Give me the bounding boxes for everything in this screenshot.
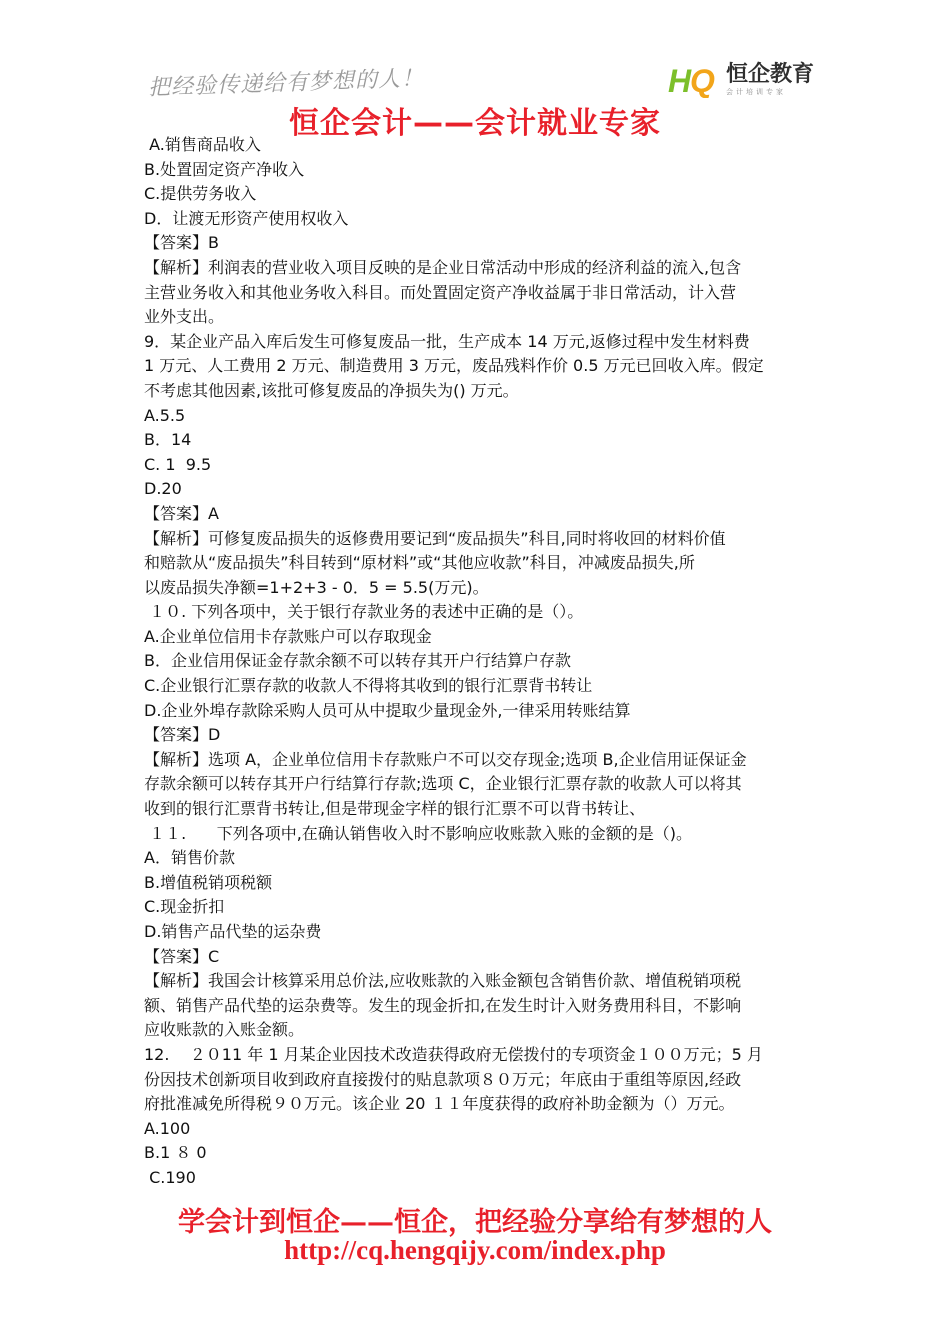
text-line: 【答案】B — [144, 233, 219, 253]
text-line: 【解析】选项 A，企业单位信用卡存款账户不可以交存现金;选项 B,企业信用证保证金 — [144, 749, 747, 769]
text-line: A．销售价款 — [144, 848, 235, 868]
text-line: 存款余额可以转存其开户行结算行存款;选项 C，企业银行汇票存款的收款人可以将其 — [144, 774, 742, 794]
text-line: 府批准减免所得税９０万元。该企业 20 １１年度获得的政府补助金额为（）万元。 — [144, 1094, 735, 1114]
text-line: 应收账款的入账金额。 — [144, 1020, 305, 1040]
text-line: C.现金折扣 — [144, 897, 225, 917]
text-line: A.企业单位信用卡存款账户可以存取现金 — [144, 626, 432, 646]
handwritten-slogan: 把经验传递给有梦想的人！ — [147, 66, 425, 101]
text-line: A.5.5 — [144, 405, 186, 425]
svg-text:H: H — [668, 63, 692, 98]
text-line: 收到的银行汇票背书转让,但是带现金字样的银行汇票不可以背书转让、 — [144, 799, 646, 819]
text-line: 9．某企业产品入库后发生可修复废品一批，生产成本 14 万元,返修过程中发生材料费 — [144, 331, 750, 351]
text-line: C. 1 9.5 — [144, 454, 212, 474]
text-line: C.190 — [144, 1167, 196, 1187]
text-line: 不考虑其他因素,该批可修复废品的净损失为() 万元。 — [144, 380, 519, 400]
text-line: D．让渡无形资产使用权收入 — [144, 208, 349, 228]
text-line: 【解析】我国会计核算采用总价法,应收账款的入账金额包含销售价款、增值税销项税 — [144, 971, 742, 991]
svg-text:Q: Q — [690, 63, 715, 98]
page-header — [0, 0, 950, 140]
text-line: 以废品损失净额=1+2+3 - 0．5 = 5.5(万元)。 — [144, 577, 489, 597]
text-line: 1 万元、人工费用 2 万元、制造费用 3 万元，废品残料作价 0.5 万元已回收入库。假定 — [144, 356, 764, 376]
text-line: 【解析】可修复废品损失的返修费用要记到“废品损失”科目,同时将收回的材料价值 — [144, 528, 726, 548]
text-line: D.销售产品代垫的运杂费 — [144, 922, 322, 941]
text-line: A.销售商品收入 — [144, 135, 261, 154]
page-title: 恒企会计——会计就业专家 — [289, 106, 661, 141]
text-line: C.提供劳务收入 — [144, 184, 257, 204]
text-line: 【答案】D — [144, 725, 221, 745]
footer-url: http://cq.hengqijy.com/index.php — [284, 1235, 666, 1265]
footer-slogan: 学会计到恒企——恒企，把经验分享给有梦想的人 — [178, 1207, 772, 1238]
text-line: 和赔款从“废品损失”科目转到“原材料”或“其他应收款”科目，冲减废品损失,所 — [144, 553, 695, 573]
text-line: B.处置固定资产净收入 — [144, 159, 305, 179]
text-line: 12. ２０11 年 1 月某企业因技术改造获得政府无偿拨付的专项资金１００万元；5 月 — [144, 1044, 763, 1064]
text-line: 额、销售产品代垫的运杂费等。发生的现金折扣,在发生时计入财务费用科目，不影响 — [144, 995, 742, 1015]
text-line: 业外支出。 — [144, 307, 225, 327]
hq-logo-icon — [668, 62, 722, 98]
text-line: D.20 — [144, 479, 182, 499]
text-line: D.企业外埠存款除采购人员可从中提取少量现金外,一律采用转账结算 — [144, 700, 631, 720]
document-body — [144, 133, 812, 1191]
logo-subtitle: 会计培训专家 — [726, 88, 786, 96]
text-line: B.1 ８ 0 — [144, 1143, 207, 1163]
text-line: B.增值税销项税额 — [144, 872, 273, 892]
text-line: １１. 下列各项中,在确认销售收入时不影响应收账款入账的金额的是（)。 — [144, 823, 693, 843]
text-line: 份因技术创新项目收到政府直接拨付的贴息款项８０万元；年底由于重组等原因,经政 — [144, 1069, 742, 1089]
text-line: 【解析】利润表的营业收入项目反映的是企业日常活动中形成的经济利益的流入,包含 — [144, 257, 742, 277]
text-line: １０. 下列各项中，关于银行存款业务的表述中正确的是（）。 — [144, 602, 584, 622]
text-line: 【答案】A — [144, 503, 219, 523]
text-line: 【答案】C — [144, 946, 220, 966]
logo-name: 恒企教育 — [726, 62, 815, 87]
text-line: C.企业银行汇票存款的收款人不得将其收到的银行汇票背书转让 — [144, 676, 593, 696]
hengqi-logo — [668, 62, 814, 98]
text-line: B．14 — [144, 430, 192, 450]
text-line: B．企业信用保证金存款余额不可以转存其开户行结算户存款 — [144, 651, 571, 671]
text-line: A.100 — [144, 1118, 191, 1138]
text-line: 主营业务收入和其他业务收入科目。而处置固定资产净收益属于非日常活动，计入营 — [144, 282, 737, 302]
